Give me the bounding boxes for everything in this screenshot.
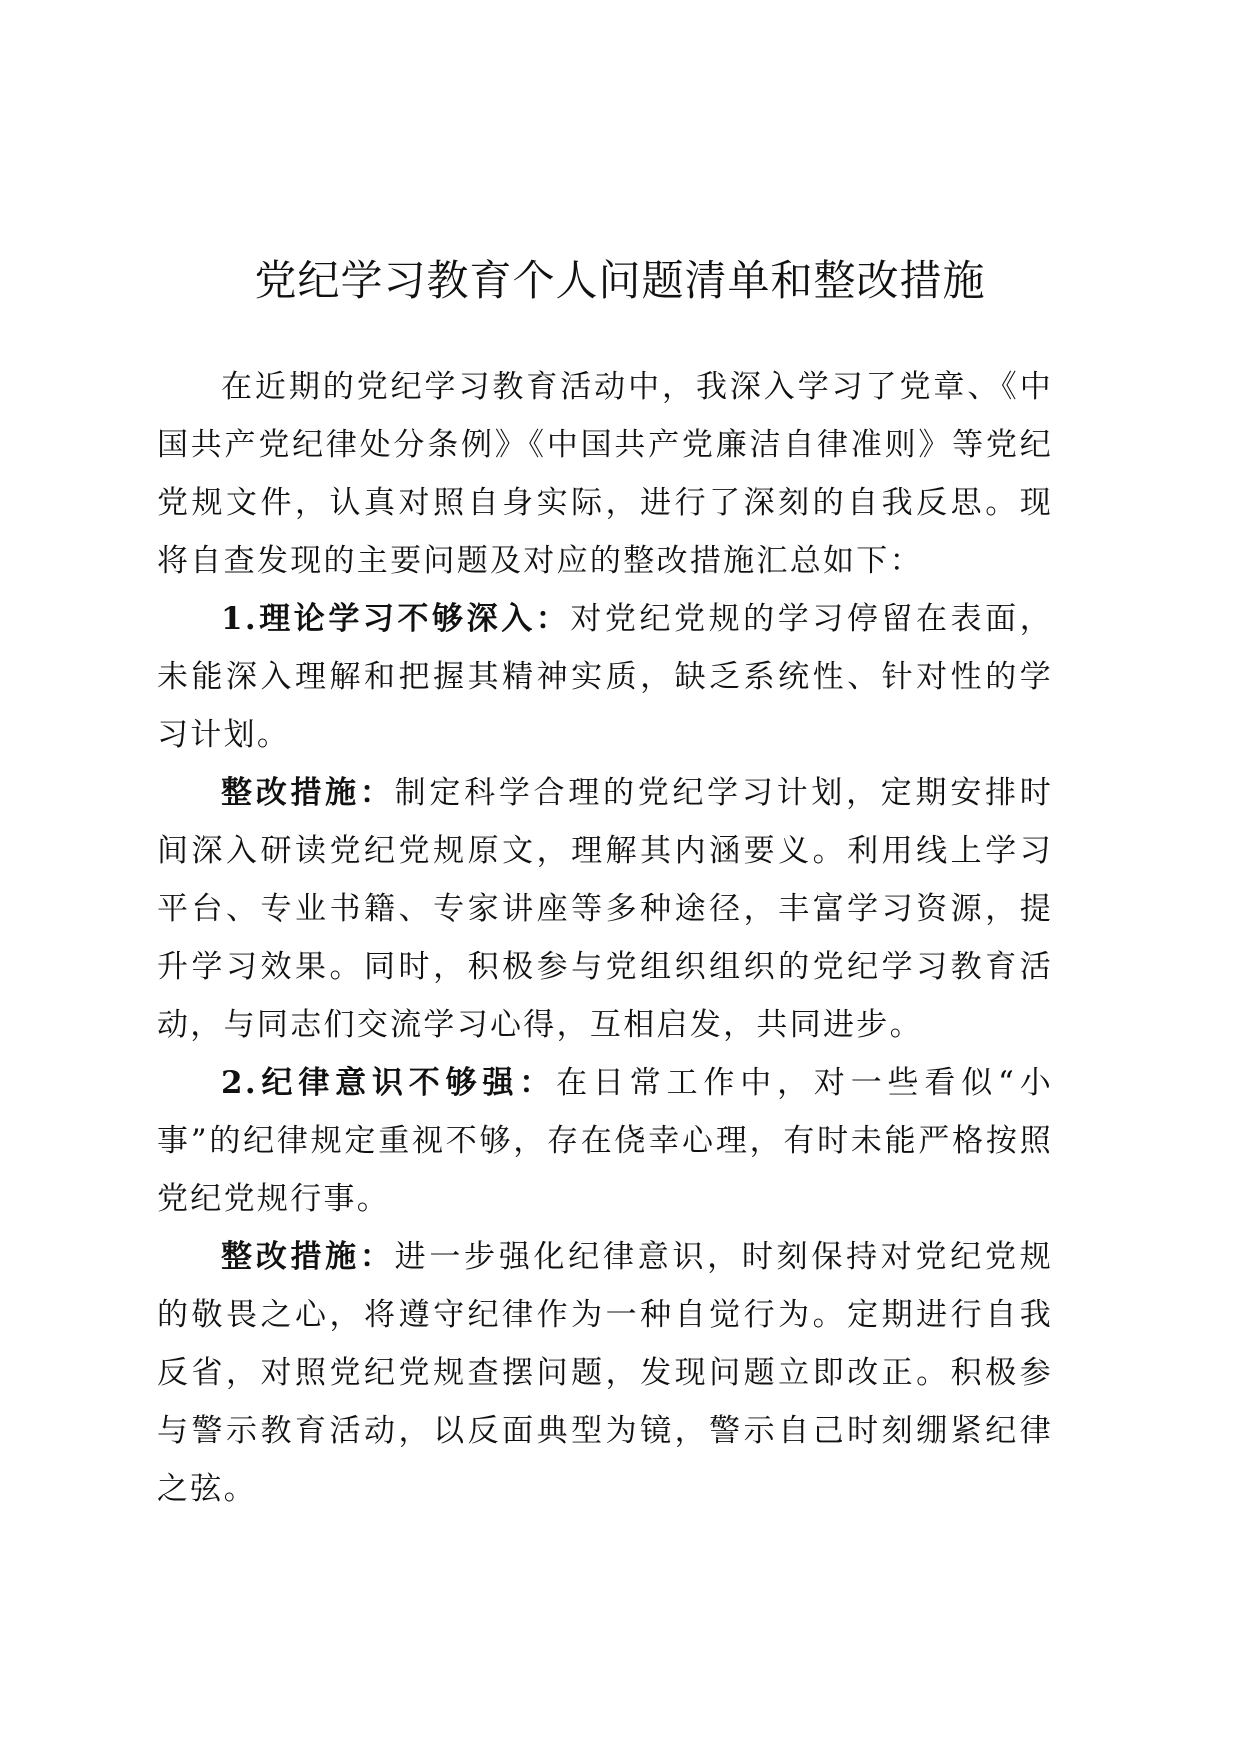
- measure-1-heading: 整改措施：: [221, 775, 395, 811]
- problem-1-text: 对党纪党规的学习停留在表面，未能深入理解和把握其精神实质，缺乏系统性、针对性的学习计划。: [157, 601, 1053, 753]
- measure-2-text: 进一步强化纪律意识，时刻保持对党纪党规的敬畏之心，将遵守纪律作为一种自觉行为。定期进行自我反省，对照党纪党规查摆问题，发现问题立即改正。积极参与警示教育活动，以反面典型为镜，警示自己时刻绷紧纪律之弦。: [157, 1239, 1054, 1507]
- problem-1-paragraph: [157, 590, 1053, 764]
- measure-2-paragraph: [157, 1228, 1053, 1518]
- document-title: 党纪学习教育个人问题清单和整改措施: [254, 256, 986, 305]
- problem-2-heading: 2.纪律意识不够强：: [221, 1065, 557, 1101]
- problem-1-heading: 1.理论学习不够深入：: [221, 601, 571, 637]
- problem-2-text: 在日常工作中，对一些看似“小事”的纪律规定重视不够，存在侥幸心理，有时未能严格按照党纪党规行事。: [157, 1065, 1053, 1217]
- measure-1-text: 制定科学合理的党纪学习计划，定期安排时间深入研读党纪党规原文，理解其内涵要义。利用线上学习平台、专业书籍、专家讲座等多种途径，丰富学习资源，提升学习效果。同时，积极参与党组织组织的党纪学习教育活动，与同志们交流学习心得，互相启发，共同进步。: [157, 775, 1054, 1043]
- measure-2-heading: 整改措施：: [221, 1239, 395, 1275]
- problem-2-paragraph: [157, 1054, 1053, 1228]
- document-body: [157, 358, 1053, 1518]
- measure-1-paragraph: [157, 764, 1053, 1054]
- intro-paragraph: 在近期的党纪学习教育活动中，我深入学习了党章、《中国共产党纪律处分条例》《中国共产党廉洁自律准则》等党纪党规文件，认真对照自身实际，进行了深刻的自我反思。现将自查发现的主要问题及对应的整改措施汇总如下：: [157, 369, 1053, 579]
